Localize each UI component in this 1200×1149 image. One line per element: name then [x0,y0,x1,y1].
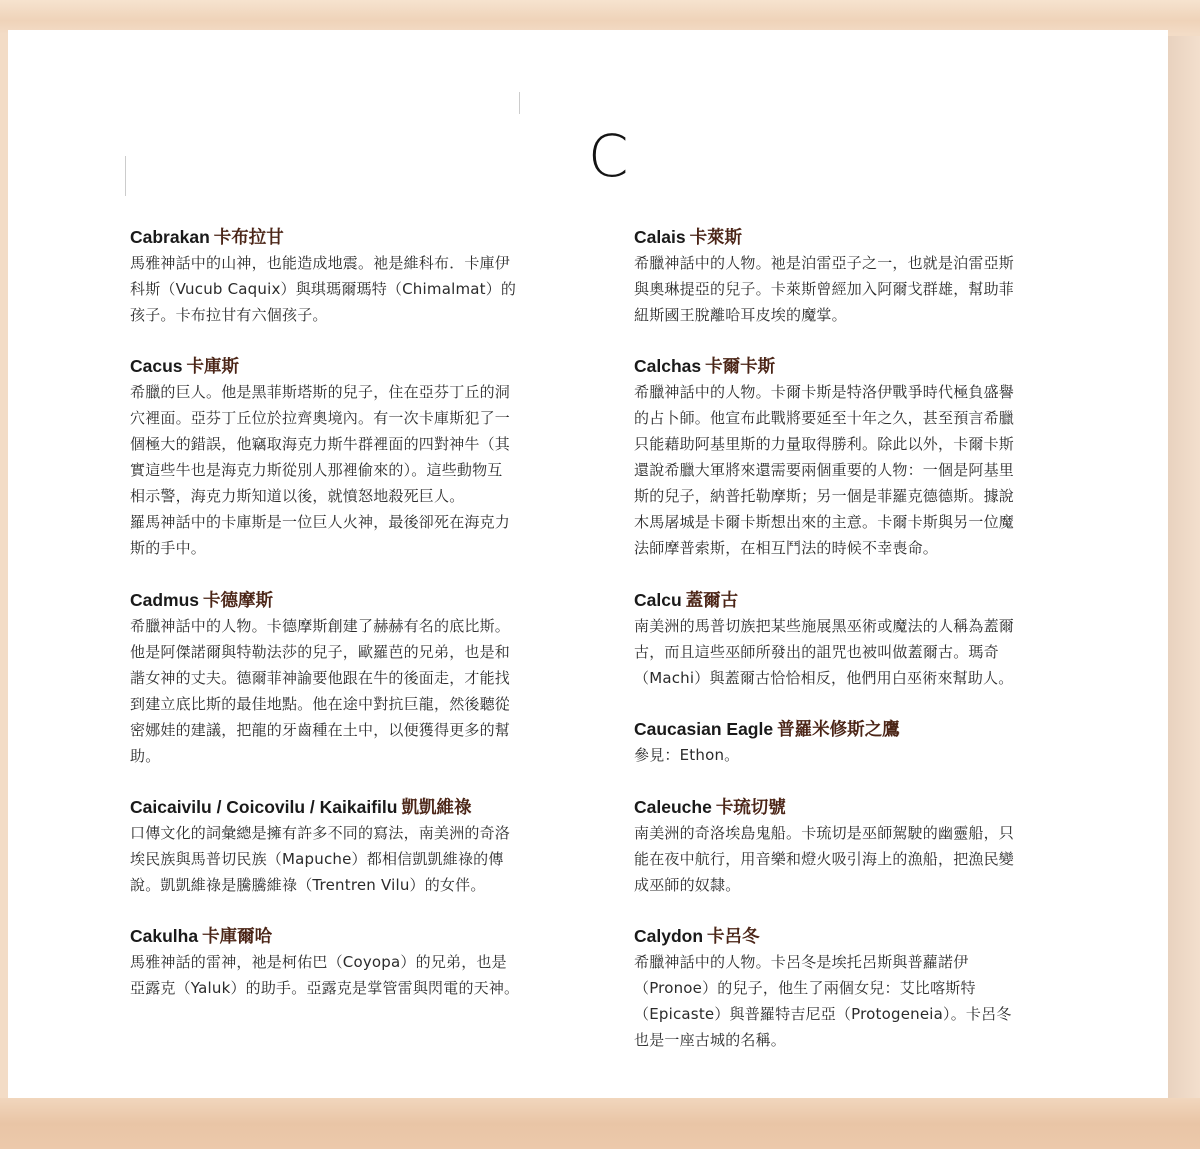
entry-text-line: 亞露克（Yaluk）的助手。亞露克是掌管雷與閃電的天神。 [130,979,520,997]
entry-heading [130,587,590,613]
entry-text-line: 馬雅神話的雷神，祂是柯佑巴（Coyopa）的兄弟，也是 [130,953,507,971]
entry-term: Calcu [634,590,682,610]
entry-heading [634,716,1094,742]
entry-heading [130,794,590,820]
entry-heading [634,923,1094,949]
entry-text-line: 口傳文化的詞彙總是擁有許多不同的寫法，南美洲的奇洛 [130,824,511,842]
entry-text-line: 希臘神話中的人物。卡爾卡斯是特洛伊戰爭時代極負盛譽 [634,383,1015,401]
entry-heading [130,923,590,949]
entry-term-zh: 蓋爾古 [685,590,739,610]
glossary-entry [130,224,590,353]
glossary-entry [634,794,1094,923]
glossary-entry [130,587,590,794]
entry-term: Cadmus [130,590,200,610]
entry-term-zh: 卡德摩斯 [203,590,274,610]
entry-term: Calais [634,227,686,247]
entry-text-line: （Machi）與蓋爾古恰恰相反，他們用白巫術來幫助人。 [634,669,1014,687]
entry-text-line: 實這些牛也是海克力斯從別人那裡偷來的）。這些動物互 [130,461,503,479]
entry-term-zh: 卡琉切號 [715,797,786,817]
scan-top-edge [0,0,1200,34]
scan-bottom-edge [0,1098,1200,1149]
entry-heading [634,794,1094,820]
entry-term-zh: 卡萊斯 [689,227,743,247]
glossary-entry [130,794,590,923]
entry-text-line: 馬雅神話中的山神，也能造成地震。祂是維科布．卡庫伊 [130,254,511,272]
entry-text-line: 只能藉助阿基里斯的力量取得勝利。除此以外，卡爾卡斯 [634,435,1015,453]
entry-text-line: 能在夜中航行，用音樂和燈火吸引海上的漁船，把漁民變 [634,850,1015,868]
entry-text-line: 說。凱凱維祿是騰騰維祿（Trentren Vilu）的女伴。 [130,876,486,894]
entry-term: Cakulha [130,926,199,946]
glossary-entry [634,923,1094,1053]
entry-text-line: 諧女神的丈夫。德爾菲神諭要他跟在牛的後面走，才能找 [130,669,511,687]
entry-text-line: 木馬屠城是卡爾卡斯想出來的主意。卡爾卡斯與另一位魔 [634,513,1015,531]
entry-text-line: 希臘的巨人。他是黑菲斯塔斯的兒子，住在亞芬丁丘的洞 [130,383,511,401]
entry-term: Caleuche [634,797,712,817]
entry-term: Cabrakan [130,227,210,247]
entry-text-line: 穴裡面。亞芬丁丘位於拉齊奧境內。有一次卡庫斯犯了一 [130,409,511,427]
entry-text-line: 斯的手中。 [130,539,207,557]
entry-text-line: 還說希臘大軍將來還需要兩個重要的人物：一個是阿基里 [634,461,1015,479]
entry-heading [130,353,590,379]
entry-text-line: 的占卜師。他宣布此戰將要延至十年之久，甚至預言希臘 [634,409,1015,427]
entry-text-line: 與奧琳提亞的兒子。卡萊斯曾經加入阿爾戈群雄，幫助菲 [634,280,1015,298]
glossary-entry [130,353,590,587]
entry-text-line: （Epicaste）與普羅特吉尼亞（Protogeneia）。卡呂冬 [634,1005,1012,1023]
entry-term-zh: 普羅米修斯之鷹 [777,719,900,739]
entry-text-line: 也是一座古城的名稱。 [634,1031,787,1049]
glossary-entry [634,224,1094,353]
entry-term-zh: 卡布拉甘 [213,227,284,247]
entry-text-line: 紐斯國王脫離哈耳皮埃的魔掌。 [634,306,847,324]
entry-text-line: 他是阿傑諾爾與特勒法莎的兒子，歐羅芭的兄弟，也是和 [130,643,511,661]
entry-text-line: 科斯（Vucub Caquix）與琪瑪爾瑪特（Chimalmat）的 [130,280,517,298]
scan-artifact-mark [519,92,520,114]
entry-term: Calchas [634,356,702,376]
entry-term-zh: 卡爾卡斯 [705,356,776,376]
entry-heading [130,224,590,250]
entry-term: Caicaivilu / Coicovilu / Kaikaifilu [130,797,398,817]
entry-term-zh: 卡庫斯 [186,356,240,376]
page-edge-shadow [1168,36,1200,1100]
entry-text-line: 孩子。卡布拉甘有六個孩子。 [130,306,328,324]
entry-text-line: 南美洲的奇洛埃島鬼船。卡琉切是巫師駕駛的幽靈船，只 [634,824,1015,842]
entry-text-line: 南美洲的馬普切族把某些施展黑巫術或魔法的人稱為蓋爾 [634,617,1015,635]
entry-text-line: 個極大的錯誤，他竊取海克力斯牛群裡面的四對神牛（其 [130,435,511,453]
section-letter: C [588,122,629,190]
entry-term-zh: 卡庫爾哈 [202,926,273,946]
entry-term: Caucasian Eagle [634,719,774,739]
entry-text-line: 相示警，海克力斯知道以後，就憤怒地殺死巨人。 [130,487,465,505]
entry-heading [634,353,1094,379]
entry-term: Cacus [130,356,183,376]
glossary-entry [634,353,1094,587]
entry-term-zh: 凱凱維祿 [401,797,472,817]
entry-text-line: 希臘神話中的人物。卡呂冬是埃托呂斯與普蘿諾伊 [634,953,969,971]
right-column [634,224,1094,1053]
entry-text-line: 希臘神話中的人物。卡德摩斯創建了赫赫有名的底比斯。 [130,617,511,635]
entry-text-line: 斯的兒子，納普托勒摩斯；另一個是菲羅克德德斯。據說 [634,487,1015,505]
entry-heading [634,587,1094,613]
glossary-entry [130,923,590,1001]
scan-artifact-mark [125,156,126,196]
entry-term: Calydon [634,926,704,946]
entry-text-line: 古，而且這些巫師所發出的詛咒也被叫做蓋爾古。瑪奇 [634,643,999,661]
entry-term-zh: 卡呂冬 [707,926,760,946]
glossary-entry [634,587,1094,716]
entry-text-line: 埃民族與馬普切民族（Mapuche）都相信凱凱維祿的傳 [130,850,504,868]
entry-text-line: 參見：Ethon。 [634,746,740,764]
entry-text-line: 到建立底比斯的最佳地點。他在途中對抗巨龍，然後聽從 [130,695,511,713]
left-column [130,224,590,1001]
entry-text-line: 助。 [130,747,161,765]
entry-text-line: 密娜娃的建議，把龍的牙齒種在土中，以便獲得更多的幫 [130,721,511,739]
entry-text-line: 成巫師的奴隸。 [634,876,741,894]
glossary-entry [634,716,1094,794]
entry-text-line: 羅馬神話中的卡庫斯是一位巨人火神，最後卻死在海克力 [130,513,511,531]
entry-text-line: 希臘神話中的人物。祂是泊雷亞子之一，也就是泊雷亞斯 [634,254,1015,272]
entry-heading [634,224,1094,250]
entry-text-line: （Pronoe）的兒子，他生了兩個女兒：艾比喀斯特 [634,979,976,997]
entry-text-line: 法師摩普索斯，在相互鬥法的時候不幸喪命。 [634,539,939,557]
